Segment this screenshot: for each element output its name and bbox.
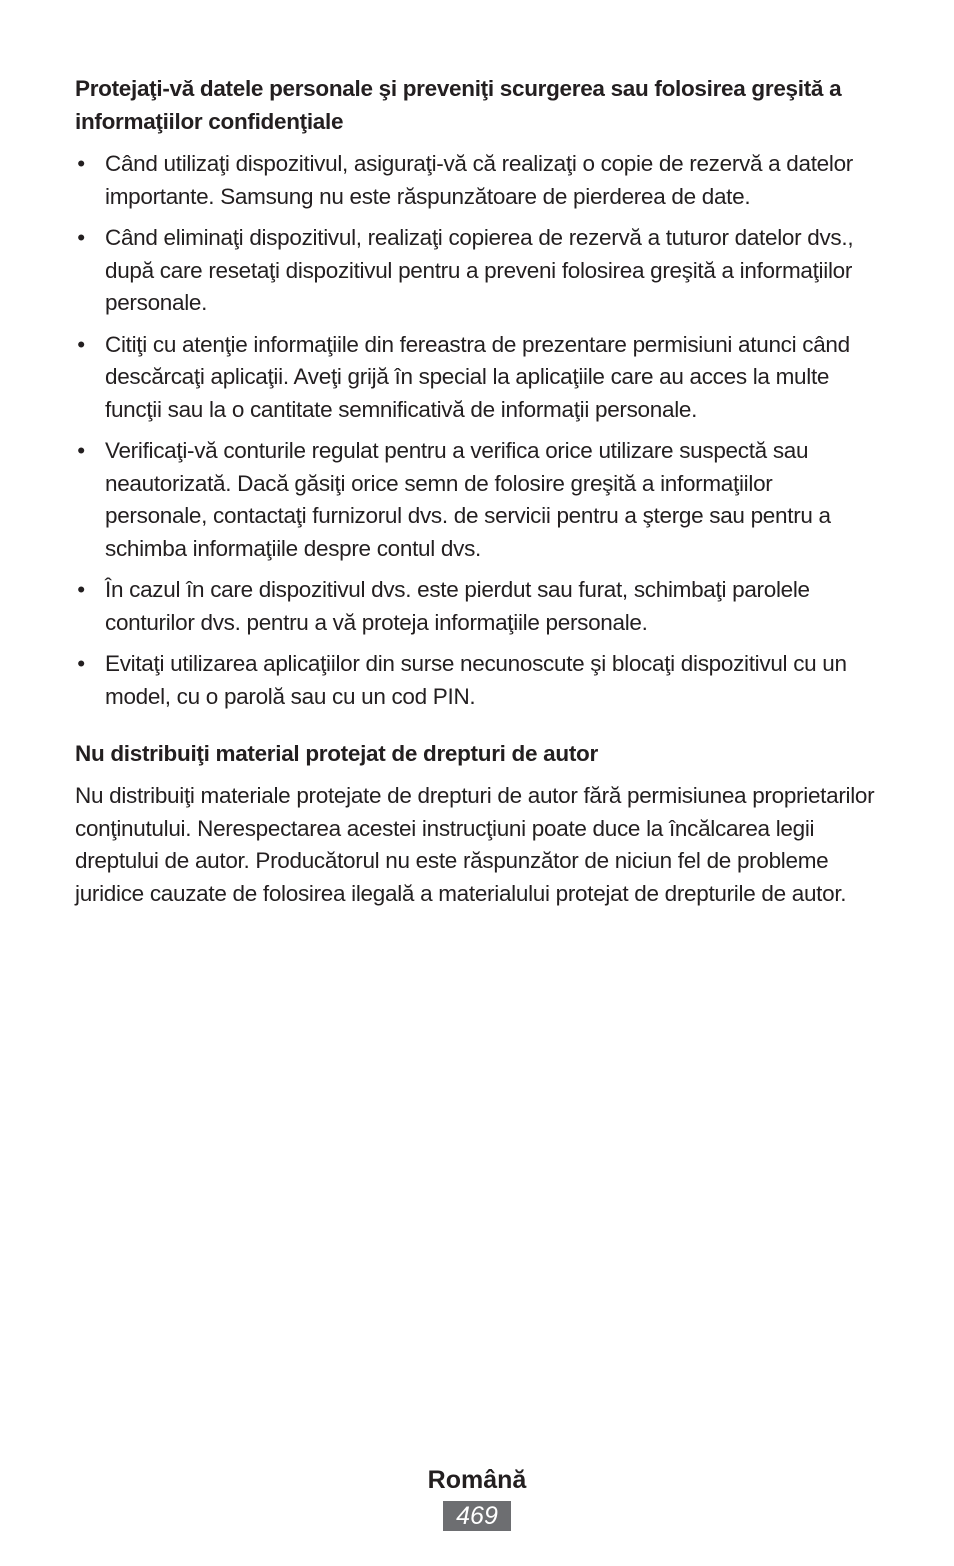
- section-heading-protect-data: Protejaţi-vă datele personale şi preveniţi scurgerea sau folosirea greşită a informaţiilor confidenţiale: [75, 76, 842, 134]
- list-item-text: Evitaţi utilizarea aplicaţiilor din surse necunoscute şi blocaţi dispozitivul cu un model, cu o parolă sau cu un cod PIN.: [105, 651, 847, 709]
- list-item-text: Când utilizaţi dispozitivul, asiguraţi-vă că realizaţi o copie de rezervă a datelor importante. Samsung nu este răspunzătoare de pierderea de date.: [105, 151, 853, 209]
- list-item: [75, 648, 880, 713]
- bullet-icon: •: [77, 151, 85, 176]
- page-content: [75, 72, 880, 910]
- footer-language: Română: [427, 1466, 527, 1494]
- list-item: [75, 329, 880, 427]
- bullet-icon: •: [77, 577, 85, 602]
- list-item-text: În cazul în care dispozitivul dvs. este pierdut sau furat, schimbaţi parolele conturilor dvs. pentru a vă proteja informaţiile personale.: [105, 577, 810, 635]
- page-number: 469: [443, 1501, 511, 1531]
- section-heading-copyright: Nu distribuiţi material protejat de drepturi de autor: [75, 741, 598, 766]
- bullet-icon: •: [77, 651, 85, 676]
- bullet-icon: •: [77, 225, 85, 250]
- bullet-icon: •: [77, 331, 85, 357]
- bullet-icon: •: [77, 438, 85, 463]
- bullet-list: [75, 148, 880, 713]
- list-item: [75, 148, 880, 213]
- copyright-paragraph: Nu distribuiţi materiale protejate de drepturi de autor fără permisiunea proprietarilor conţinutului. Nerespectarea acestei instrucţiuni poate duce la încălcarea legii dreptului de autor. Producătorul nu este răspunzător de niciun fel de probleme juridice cauzate de folosirea ilegală a materialului protejat de drepturile de autor.: [75, 783, 875, 906]
- list-item: [75, 574, 880, 639]
- list-item-text: Citiţi cu atenţie informaţiile din fereastra de prezentare permisiuni atunci când descărcaţi aplicaţii. Aveţi grijă în special la aplicaţiile care au acces la multe funcţii sau la o cantitate semnificativă de informaţii personale.: [105, 331, 850, 422]
- list-item-text: Când eliminaţi dispozitivul, realizaţi copierea de rezervă a tuturor datelor dvs., după care resetaţi dispozitivul pentru a preveni folosirea greşită a informaţiilor personale.: [105, 225, 854, 315]
- list-item: [75, 435, 880, 565]
- list-item-text: Verificaţi-vă conturile regulat pentru a verifica orice utilizare suspectă sau neautorizată. Dacă găsiţi orice semn de folosire greşită a informaţiilor personale, contactaţi furnizorul dvs. de servicii pentru a şterge sau pentru a schimba informaţiile despre contul dvs.: [105, 438, 831, 561]
- list-item: [75, 222, 880, 320]
- page-footer: [0, 1462, 954, 1531]
